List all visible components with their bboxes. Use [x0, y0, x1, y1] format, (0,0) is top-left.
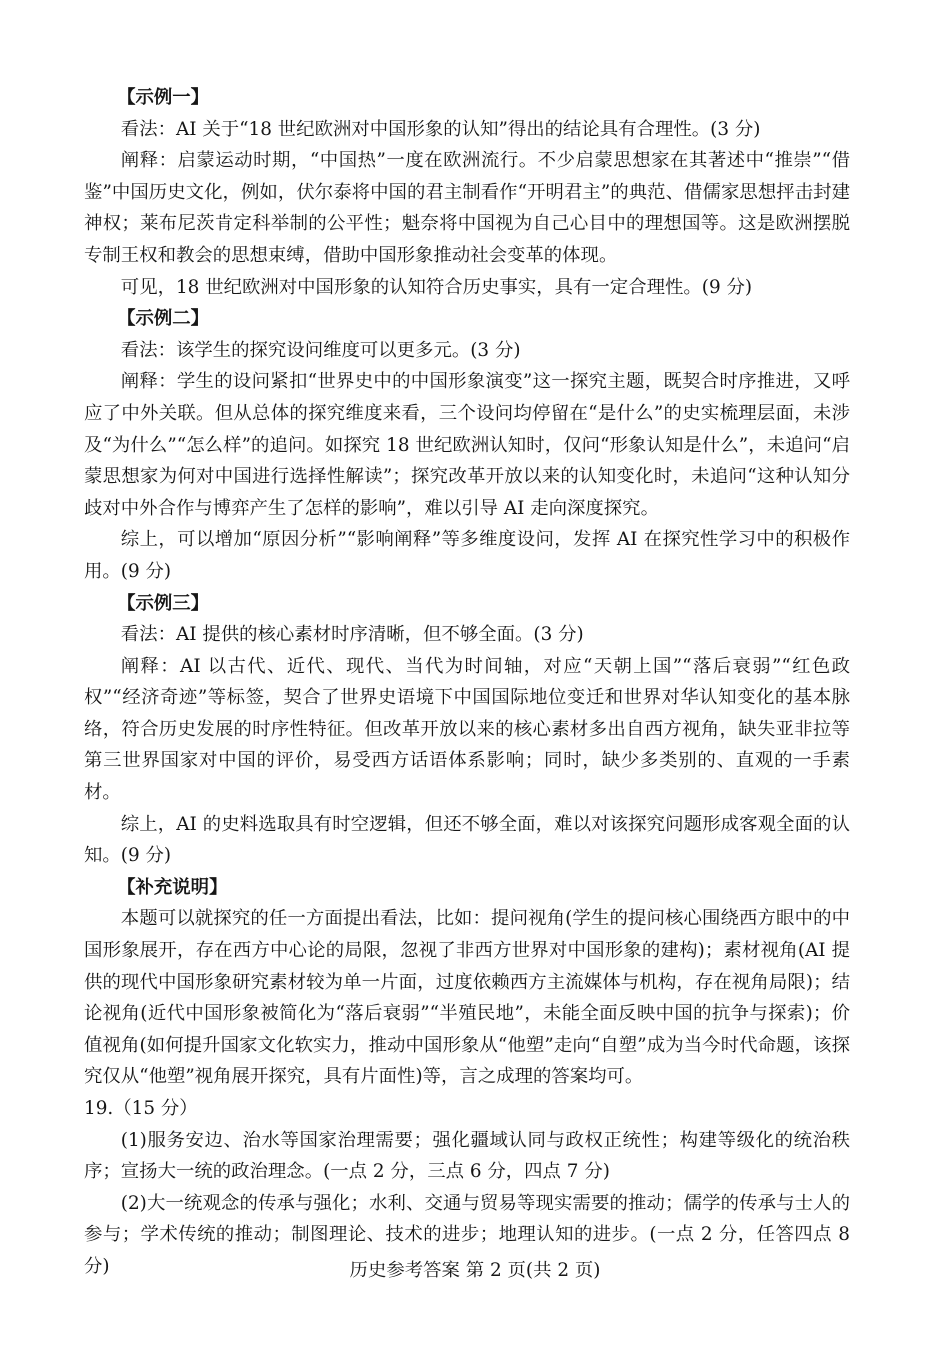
section-heading: 【示例二】 — [117, 308, 210, 330]
answer-content — [84, 82, 850, 1283]
page-footer: 历史参考答案 第 2 页(共 2 页) — [349, 1260, 601, 1281]
answer-paragraph: 阐释：AI 以古代、近代、现代、当代为时间轴，对应“天朝上国”“落后衰弱”“红色政权”“经济奇迹”等标签，契合了世界史语境下中国国际地位变迁和世界对华认知变化的基本脉络，符合历史发展的时序性特征。但改革开放以来的核心素材多出自西方视角，缺失亚非拉等第三世界国家对中国的评价，易受西方话语体系影响；同时，缺少多类别的、直观的一手素材。 — [84, 655, 850, 804]
answer-paragraph: 看法：AI 提供的核心素材时序清晰，但不够全面。(3 分) — [120, 624, 584, 646]
section-heading: 【示例一】 — [117, 87, 210, 108]
section-heading: 【补充说明】 — [117, 876, 228, 898]
answer-paragraph: 本题可以就探究的任一方面提出看法，比如：提问视角(学生的提问核心围绕西方眼中的中国形象展开，存在西方中心论的局限，忽视了非西方世界对中国形象的建构)；素材视角(AI 提供的现代中国形象研究素材较为单一片面，过度依赖西方主流媒体与机构，存在视角局限)；结论视角(近代中国形象被简化为“落后衰弱”“半殖民地”，未能全面反映中国的抗争与探索)；价值视角(如何提升国家文化软实力，推动中国形象从“他塑”走向“自塑”成为当今时代命题，该探究仅从“他塑”视角展开探究，具有片面性)等，言之成理的答案均可。 — [84, 908, 850, 1088]
section-heading: 【示例三】 — [117, 592, 210, 614]
answer-paragraph: 看法：该学生的探究设问维度可以更多元。(3 分) — [120, 339, 521, 361]
answer-paragraph: 阐释：启蒙运动时期，“中国热”一度在欧洲流行。不少启蒙思想家在其著述中“推崇”“借鉴”中国历史文化，例如，伏尔泰将中国的君主制看作“开明君主”的典范、借儒家思想抨击封建神权；莱布尼茨肯定科举制的公平性；魁奈将中国视为自己心目中的理想国等。这是欧洲摆脱专制王权和教会的思想束缚，借助中国形象推动社会变革的体现。 — [84, 150, 850, 266]
answer-paragraph: 可见，18 世纪欧洲对中国形象的认知符合历史事实，具有一定合理性。(9 分) — [120, 276, 753, 298]
question-number: 19.（15 分） — [84, 1098, 198, 1119]
answer-paragraph: (1)服务安边、治水等国家治理需要；强化疆域认同与政权正统性；构建等级化的统治秩序；宣扬大一统的政治理念。(一点 2 分，三点 6 分，四点 7 分) — [84, 1129, 850, 1183]
answer-paragraph: 看法：AI 关于“18 世纪欧洲对中国形象的认知”得出的结论具有合理性。(3 分) — [120, 118, 761, 140]
answer-paragraph: (2)大一统观念的传承与强化；水利、交通与贸易等现实需要的推动；儒学的传承与士人的参与；学术传统的推动；制图理论、技术的进步；地理认知的进步。(一点 2 分，任答四点 8 分) — [84, 1192, 850, 1277]
answer-paragraph: 阐释：学生的设问紧扣“世界史中的中国形象演变”这一探究主题，既契合时序推进，又呼应了中外关联。但从总体的探究维度来看，三个设问均停留在“是什么”的史实梳理层面，未涉及“为什么”“怎么样”的追问。如探究 18 世纪欧洲认知时，仅问“形象认知是什么”，未追问“启蒙思想家为何对中国进行选择性解读”；探究改革开放以来的认知变化时，未追问“这种认知分歧对中外合作与博弈产生了怎样的影响”，难以引导 AI 走向深度探究。 — [84, 371, 850, 519]
answer-paragraph: 综上，AI 的史料选取具有时空逻辑，但还不够全面，难以对该探究问题形成客观全面的认知。(9 分) — [84, 813, 850, 867]
answer-paragraph: 综上，可以增加“原因分析”“影响阐释”等多维度设问，发挥 AI 在探究性学习中的积极作用。(9 分) — [84, 529, 850, 582]
